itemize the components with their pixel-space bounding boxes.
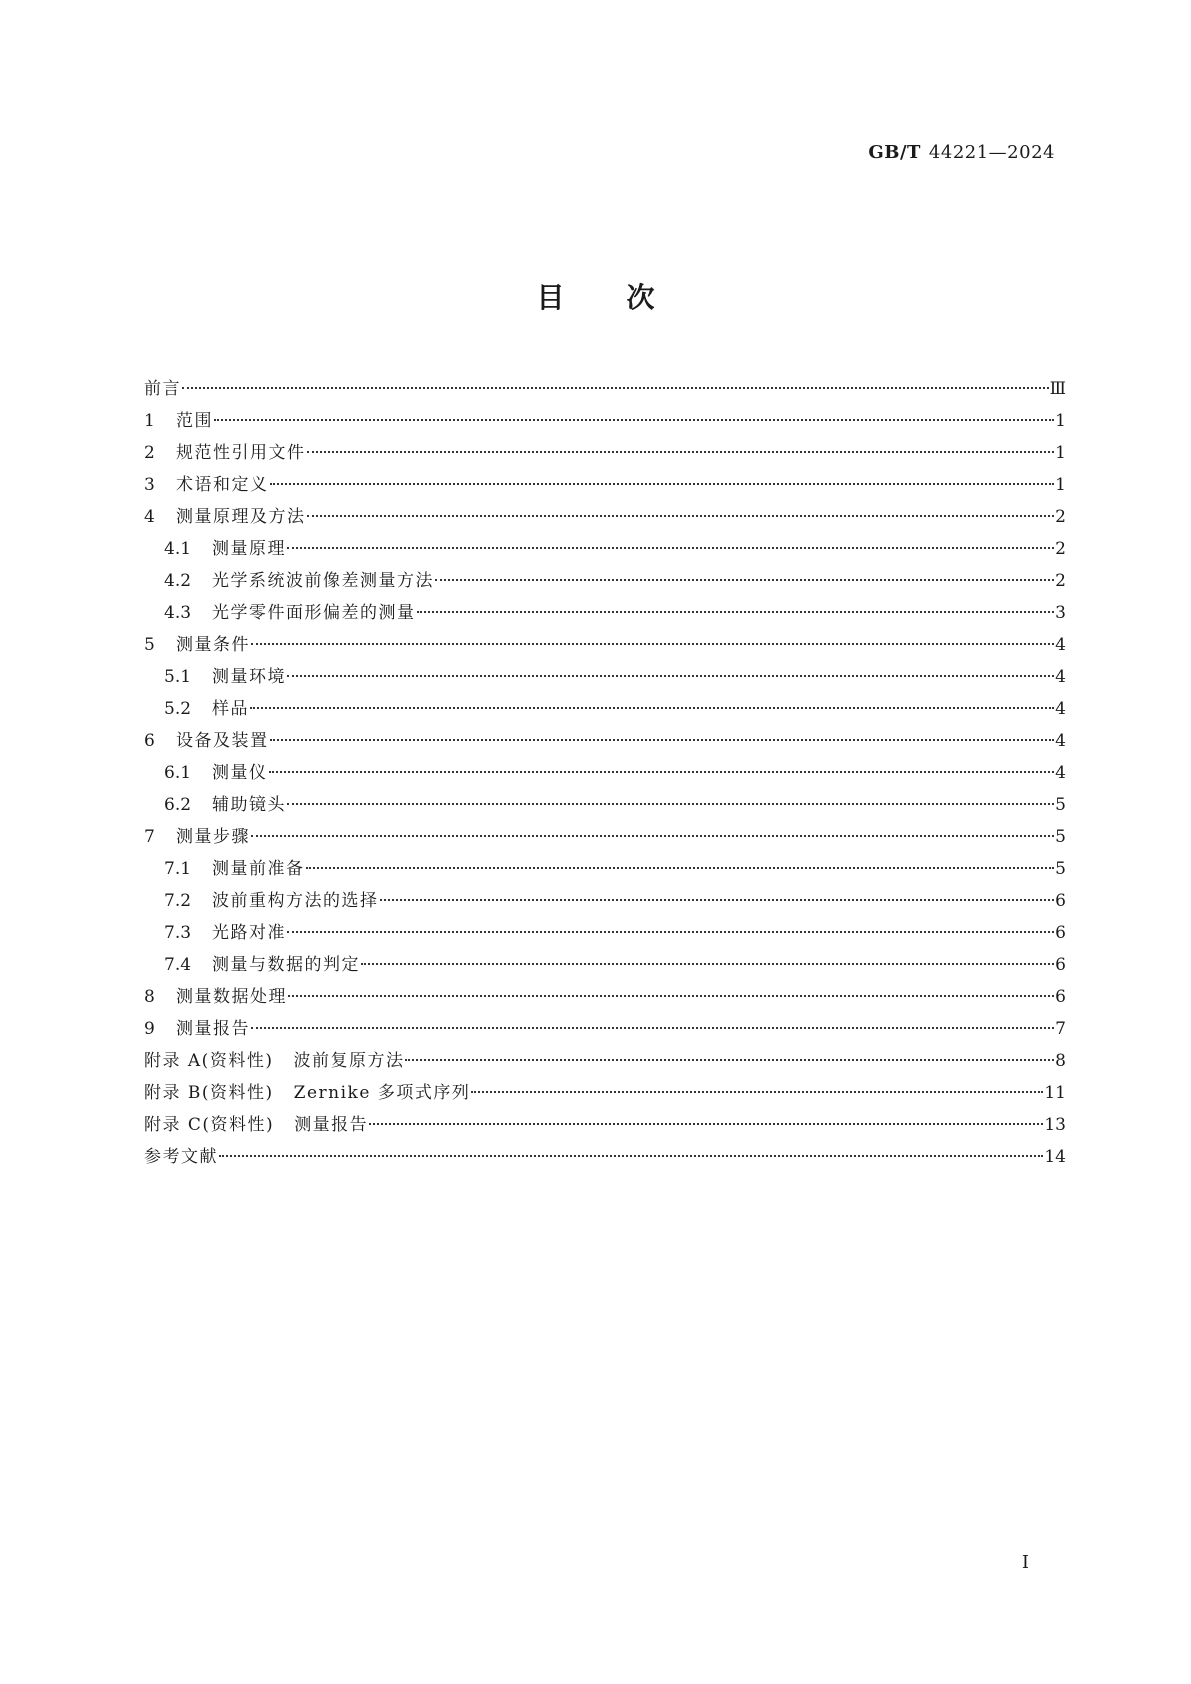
toc-dot-leader	[417, 611, 1055, 613]
toc-entry-page: 4	[1055, 667, 1066, 687]
toc-dot-leader	[270, 739, 1055, 741]
toc-entry-number: 7.3	[164, 923, 192, 943]
toc-entry-page: 1	[1055, 443, 1066, 463]
toc-entry-label	[176, 725, 269, 757]
toc-entry-number: 5.2	[164, 699, 192, 719]
toc-entry-label-main: 前言	[144, 379, 181, 399]
toc-entry-label-main: 测量原理	[212, 539, 286, 559]
standard-number: 44221—2024	[928, 142, 1055, 163]
toc-entry-label-main: 附录 C(资料性)	[144, 1115, 275, 1135]
toc-entry-number: 9	[144, 1019, 155, 1039]
toc-entry-page: 2	[1055, 539, 1066, 559]
toc-entry-number: 1	[144, 411, 155, 431]
footer-page-number: I	[1021, 1552, 1029, 1573]
toc-dot-leader	[380, 899, 1055, 901]
toc-entry[interactable]	[144, 661, 1066, 693]
toc-entry-label	[176, 629, 250, 661]
toc-entry-number: 4.1	[164, 539, 192, 559]
toc-dot-leader	[307, 451, 1055, 453]
toc-entry-label-main: 规范性引用文件	[176, 443, 306, 463]
toc-entry-label	[176, 501, 306, 533]
toc-dot-leader	[471, 1091, 1043, 1093]
toc-entry-label-main: 测量前准备	[212, 859, 305, 879]
toc-entry-label-main: 附录 B(资料性)	[144, 1083, 274, 1103]
toc-entry-number: 5.1	[164, 667, 192, 687]
toc-entry-label-sub: Zernike 多项式序列	[293, 1083, 471, 1103]
toc-entry-label-main: 光学零件面形偏差的测量	[212, 603, 416, 623]
toc-dot-leader	[219, 1155, 1043, 1157]
toc-dot-leader	[361, 963, 1054, 965]
toc-entry[interactable]	[144, 1077, 1066, 1109]
toc-entry-label	[144, 1045, 404, 1077]
toc-entry-label	[212, 949, 360, 981]
toc-entry-page: 4	[1055, 635, 1066, 655]
toc-entry-page: 4	[1055, 763, 1066, 783]
toc-dot-leader	[251, 643, 1054, 645]
toc-entry-page: 3	[1055, 603, 1066, 623]
toc-entry-label	[212, 693, 249, 725]
toc-entry[interactable]	[144, 469, 1066, 501]
toc-entry-page: 5	[1055, 827, 1066, 847]
toc-entry-label	[212, 661, 286, 693]
toc-entry-label	[176, 405, 213, 437]
toc-dot-leader	[405, 1059, 1054, 1061]
toc-entry-number: 4.3	[164, 603, 192, 623]
toc-entry-label	[176, 981, 287, 1013]
toc-entry-label-main: 测量报告	[176, 1019, 250, 1039]
toc-entry[interactable]	[144, 405, 1066, 437]
toc-entry-page: 11	[1044, 1083, 1066, 1103]
toc-entry[interactable]	[144, 789, 1066, 821]
toc-entry-label	[212, 917, 286, 949]
toc-entry-label-main: 光学系统波前像差测量方法	[212, 571, 434, 591]
toc-dot-leader	[250, 707, 1054, 709]
toc-entry-number: 4	[144, 507, 155, 527]
toc-entry-label-main: 光路对准	[212, 923, 286, 943]
toc-entry-number: 4.2	[164, 571, 192, 591]
toc-dot-leader	[214, 419, 1054, 421]
toc-entry-page: 1	[1055, 411, 1066, 431]
toc-entry-page: 14	[1044, 1147, 1066, 1167]
toc-dot-leader	[287, 547, 1054, 549]
toc-dot-leader	[287, 931, 1054, 933]
standard-prefix: GB/T	[868, 142, 921, 163]
toc-entry[interactable]	[144, 981, 1066, 1013]
toc-entry[interactable]	[144, 885, 1066, 917]
toc-entry-page: 6	[1055, 923, 1066, 943]
toc-dot-leader	[269, 771, 1055, 773]
toc-entry-label-main: 测量步骤	[176, 827, 250, 847]
page-title: 目次	[536, 281, 717, 314]
toc-entry-page: 5	[1055, 795, 1066, 815]
toc-entry[interactable]	[144, 821, 1066, 853]
toc-entry-label-sub: 波前复原方法	[293, 1051, 405, 1071]
toc-entry-label-main: 测量原理及方法	[176, 507, 306, 527]
toc-entry[interactable]	[144, 437, 1066, 469]
toc-entry[interactable]	[144, 373, 1066, 405]
toc-entry[interactable]	[144, 917, 1066, 949]
toc-entry[interactable]	[144, 597, 1066, 629]
toc-entry[interactable]	[144, 1045, 1066, 1077]
toc-entry-label	[176, 1013, 250, 1045]
toc-entry[interactable]	[144, 1141, 1066, 1173]
toc-entry-label	[212, 853, 305, 885]
toc-entry-page: 6	[1055, 955, 1066, 975]
table-of-contents	[144, 373, 1066, 1173]
toc-entry-label-main: 测量环境	[212, 667, 286, 687]
toc-entry-page: 2	[1055, 507, 1066, 527]
toc-entry-number: 6	[144, 731, 155, 751]
toc-entry-label	[212, 885, 379, 917]
toc-entry-number: 7.4	[164, 955, 192, 975]
toc-entry-label	[176, 469, 269, 501]
toc-entry-number: 2	[144, 443, 155, 463]
toc-entry[interactable]	[144, 949, 1066, 981]
toc-dot-leader	[270, 483, 1055, 485]
toc-entry-page: 4	[1055, 731, 1066, 751]
toc-entry[interactable]	[144, 501, 1066, 533]
toc-entry-label	[144, 373, 181, 405]
toc-entry-label-sub: 测量报告	[294, 1115, 369, 1135]
toc-entry-number: 3	[144, 475, 155, 495]
toc-entry-label	[212, 533, 286, 565]
standard-code	[868, 142, 1055, 163]
toc-entry-number: 8	[144, 987, 155, 1007]
toc-entry-label	[144, 1141, 218, 1173]
toc-entry-number: 6.2	[164, 795, 192, 815]
toc-entry[interactable]	[144, 629, 1066, 661]
toc-entry-number: 5	[144, 635, 155, 655]
toc-dot-leader	[287, 803, 1054, 805]
toc-entry-label-main: 范围	[176, 411, 213, 431]
toc-dot-leader	[251, 835, 1054, 837]
toc-dot-leader	[251, 1027, 1054, 1029]
toc-entry-label-main: 测量仪	[212, 763, 268, 783]
toc-entry-label-main: 术语和定义	[176, 475, 269, 495]
toc-entry-label-main: 测量数据处理	[176, 987, 287, 1007]
toc-entry[interactable]	[144, 1109, 1066, 1141]
toc-dot-leader	[288, 995, 1054, 997]
toc-entry[interactable]	[144, 533, 1066, 565]
toc-entry-label	[212, 565, 434, 597]
toc-entry-label-main: 样品	[212, 699, 249, 719]
toc-entry[interactable]	[144, 565, 1066, 597]
toc-entry[interactable]	[144, 853, 1066, 885]
toc-entry-page: 6	[1055, 891, 1066, 911]
toc-entry-label-main: 附录 A(资料性)	[144, 1051, 274, 1071]
toc-entry-page: Ⅲ	[1049, 379, 1066, 399]
toc-entry-page: 5	[1055, 859, 1066, 879]
toc-entry-label	[144, 1109, 368, 1141]
toc-entry-label	[212, 597, 416, 629]
toc-dot-leader	[369, 1123, 1043, 1125]
toc-entry-page: 7	[1055, 1019, 1066, 1039]
toc-entry-label	[176, 437, 306, 469]
toc-entry-label-main: 测量条件	[176, 635, 250, 655]
toc-entry-page: 2	[1055, 571, 1066, 591]
toc-entry-page: 8	[1055, 1051, 1066, 1071]
toc-entry-page: 13	[1044, 1115, 1066, 1135]
toc-entry-label	[212, 757, 268, 789]
toc-entry[interactable]	[144, 757, 1066, 789]
toc-entry-label-main: 测量与数据的判定	[212, 955, 360, 975]
toc-entry-number: 7	[144, 827, 155, 847]
toc-entry-label	[176, 821, 250, 853]
toc-entry[interactable]	[144, 725, 1066, 757]
toc-entry-number: 7.1	[164, 859, 192, 879]
toc-entry-page: 1	[1055, 475, 1066, 495]
toc-entry-page: 4	[1055, 699, 1066, 719]
toc-entry-label-main: 设备及装置	[176, 731, 269, 751]
toc-entry[interactable]	[144, 693, 1066, 725]
toc-dot-leader	[307, 515, 1055, 517]
toc-entry-page: 6	[1055, 987, 1066, 1007]
toc-entry-number: 7.2	[164, 891, 192, 911]
toc-dot-leader	[306, 867, 1055, 869]
toc-entry[interactable]	[144, 1013, 1066, 1045]
toc-dot-leader	[182, 387, 1049, 389]
toc-entry-label-main: 波前重构方法的选择	[212, 891, 379, 911]
toc-entry-label-main: 辅助镜头	[212, 795, 286, 815]
toc-dot-leader	[287, 675, 1054, 677]
toc-dot-leader	[435, 579, 1054, 581]
toc-entry-number: 6.1	[164, 763, 192, 783]
toc-entry-label-main: 参考文献	[144, 1147, 218, 1167]
toc-entry-label	[144, 1077, 470, 1109]
toc-entry-label	[212, 789, 286, 821]
